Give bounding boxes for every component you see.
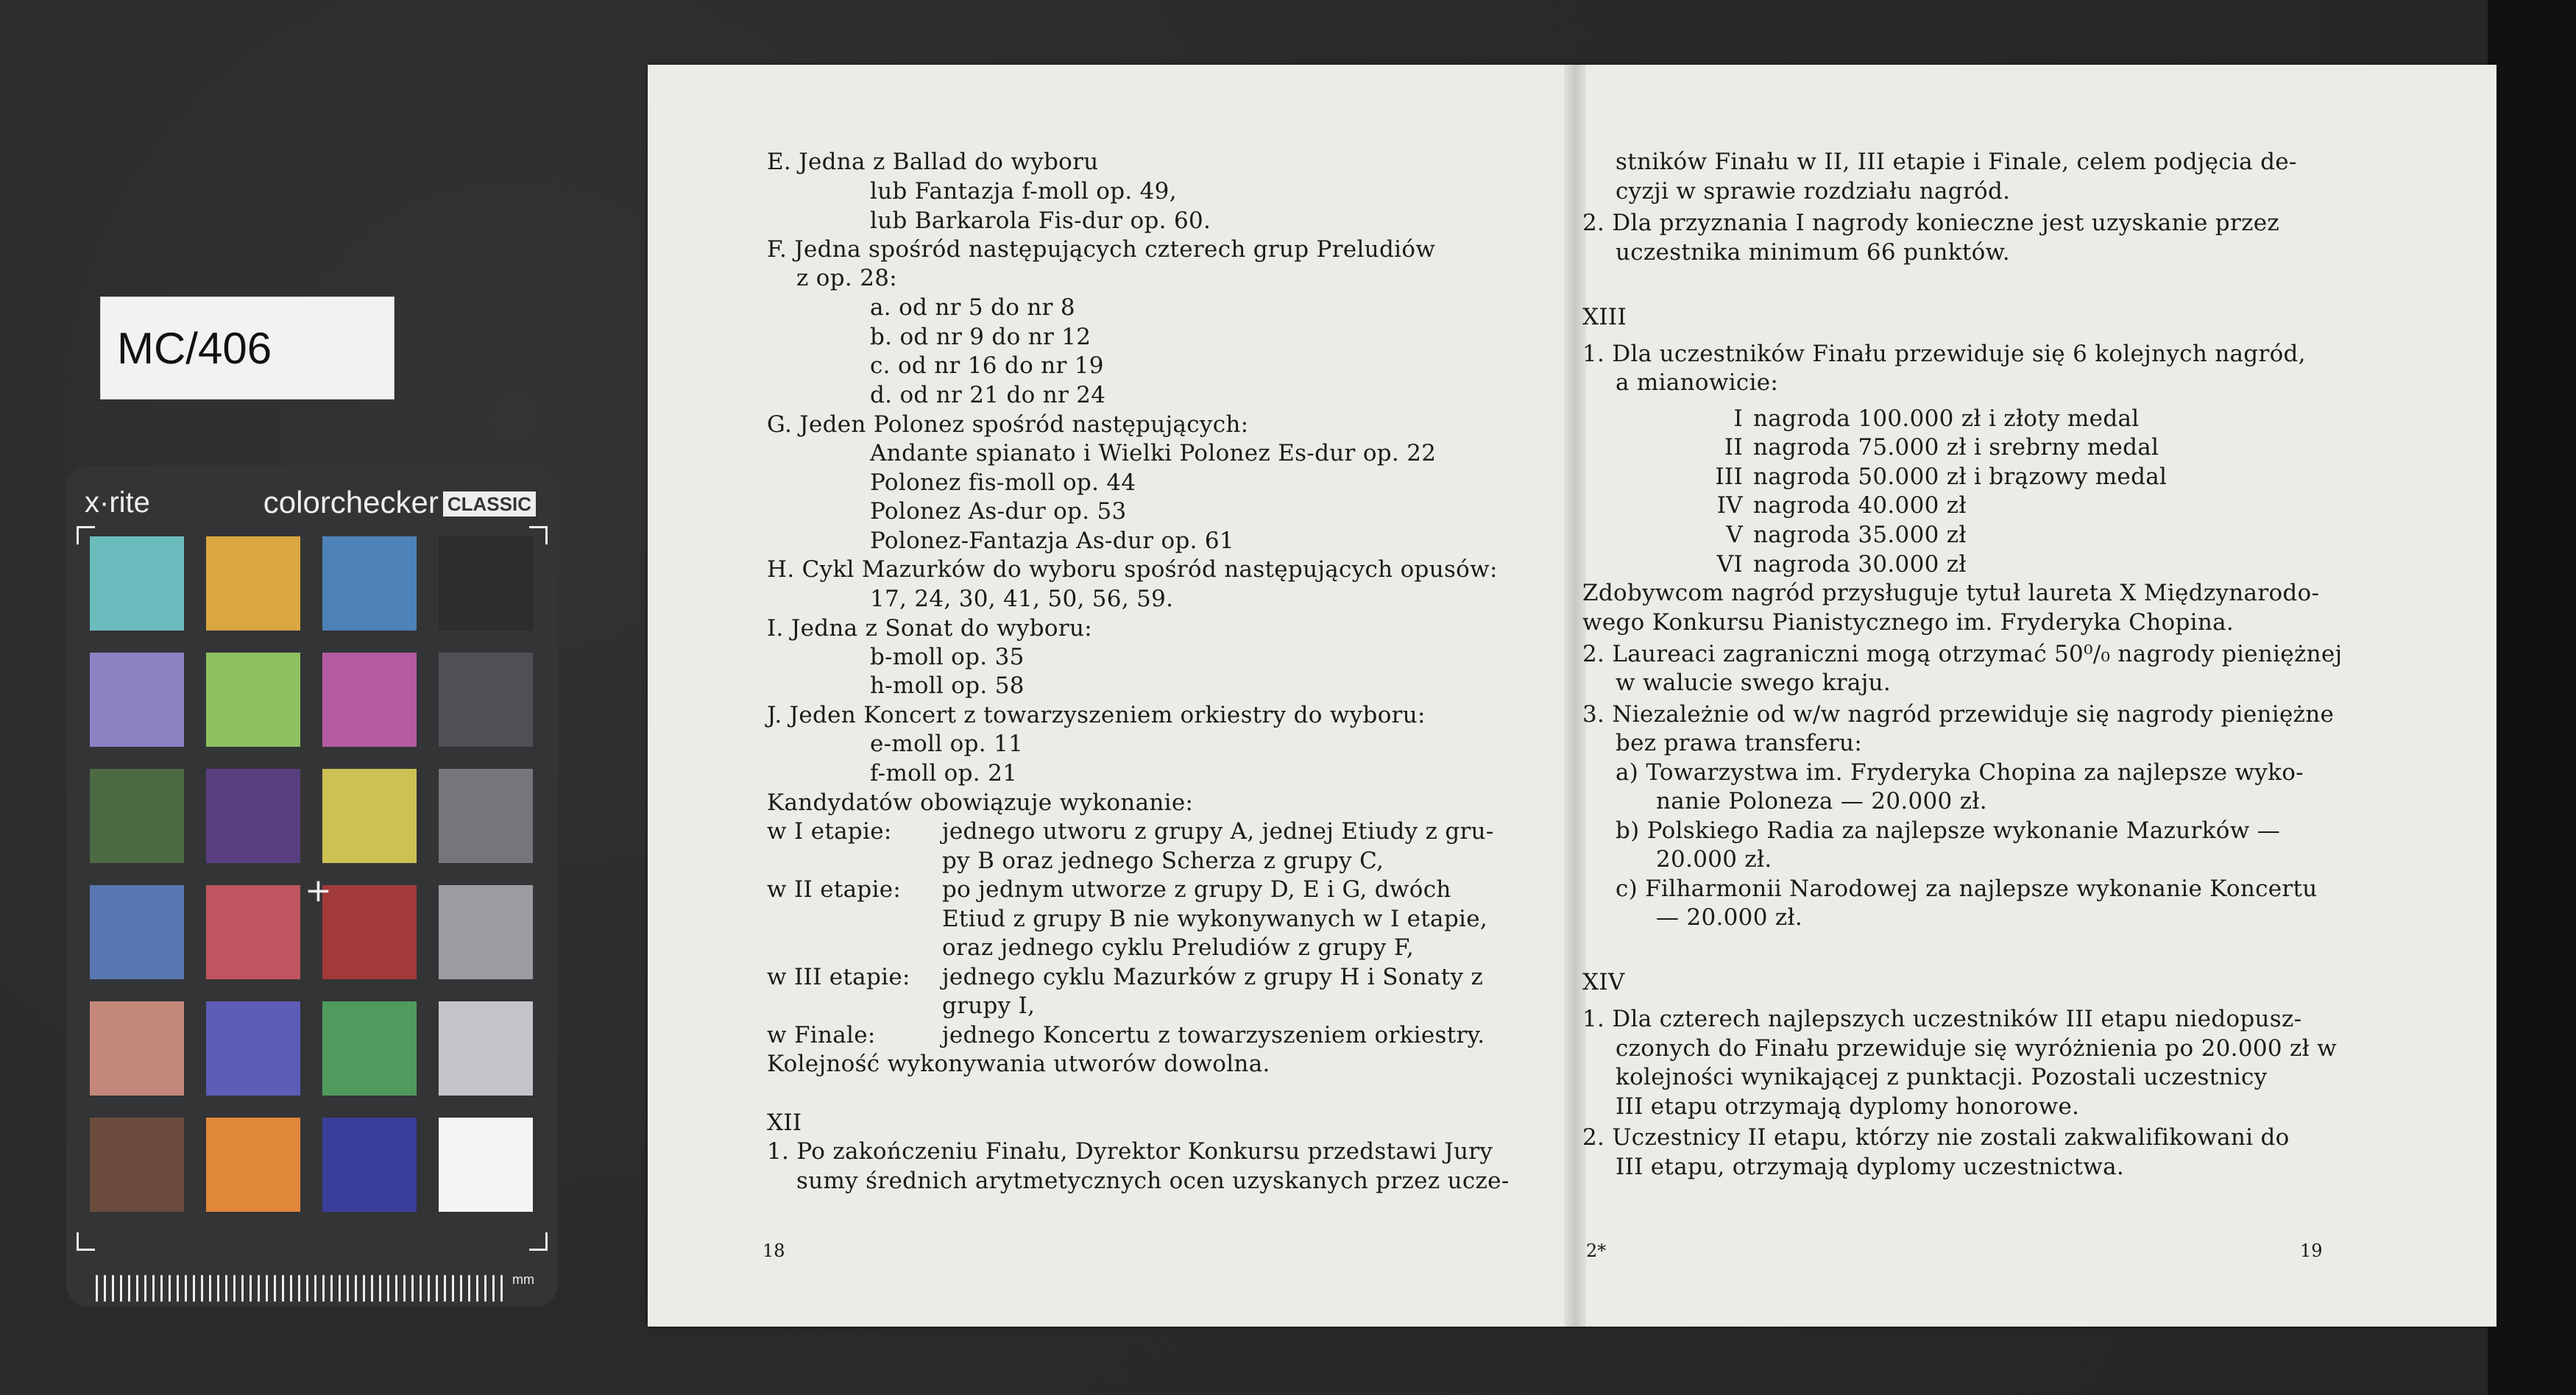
text-line: Kandydatów obowiązuje wykonanie: xyxy=(767,789,1194,816)
color-swatch xyxy=(206,885,300,979)
text-line: jednego Koncertu z towarzyszeniem orkiestry. xyxy=(942,1022,1485,1048)
color-swatch xyxy=(90,1001,184,1096)
section-heading: XII xyxy=(767,1110,802,1136)
text-line: lub Barkarola Fis-dur op. 60. xyxy=(870,207,1211,234)
text-line: III etapu otrzymają dyplomy honorowe. xyxy=(1616,1093,2080,1120)
text-line: Polonez-Fantazja As-dur op. 61 xyxy=(870,528,1234,554)
color-swatch xyxy=(206,1118,300,1212)
text-line: Polonez As-dur op. 53 xyxy=(870,498,1127,525)
colorchecker-logo xyxy=(263,485,536,520)
text-line: 20.000 zł. xyxy=(1656,846,1772,873)
color-swatch xyxy=(439,1001,533,1096)
prize-rank: I xyxy=(1733,405,1743,432)
color-swatch xyxy=(206,536,300,631)
text-line: c) Filharmonii Narodowej za najlepsze wykonanie Koncertu xyxy=(1616,876,2318,902)
text-line: czonych do Finału przewiduje się wyróżnienia po 20.000 zł w xyxy=(1616,1035,2338,1062)
text-line: bez prawa transferu: xyxy=(1616,730,1863,756)
text-line: h-moll op. 58 xyxy=(870,672,1025,699)
text-line: III etapu, otrzymają dyplomy uczestnictwa. xyxy=(1616,1154,2125,1180)
text-line: jednego utworu z grupy A, jednej Etiudy z gru- xyxy=(942,818,1494,845)
text-line: Kolejność wykonywania utworów dowolna. xyxy=(767,1051,1270,1077)
color-swatch xyxy=(439,653,533,747)
color-swatch xyxy=(206,769,300,863)
text-line: — 20.000 zł. xyxy=(1656,904,1803,931)
color-checker-card xyxy=(66,466,558,1307)
prize-rank: VI xyxy=(1716,551,1743,578)
text-line: d. od nr 21 do nr 24 xyxy=(870,382,1106,408)
prize-text: nagroda 75.000 zł i srebrny medal xyxy=(1753,434,2159,461)
prize-rank: III xyxy=(1715,464,1743,490)
text-line: 3. Niezależnie od w/w nagród przewiduje się nagrody pieniężne xyxy=(1582,701,2335,728)
colorchecker-product: colorchecker xyxy=(263,485,439,519)
text-line: Etiud z grupy B nie wykonywanych w I etapie, xyxy=(942,906,1487,932)
text-line: 2. Laureaci zagraniczni mogą otrzymać 50⁰/₀ nagrody pieniężnej xyxy=(1582,641,2343,667)
text-line: w III etapie: xyxy=(767,964,910,990)
corner-mark xyxy=(529,1232,548,1251)
prize-text: nagroda 30.000 zł xyxy=(1753,551,1967,578)
open-booklet xyxy=(648,65,2497,1327)
text-line: Polonez fis-moll op. 44 xyxy=(870,469,1136,496)
text-line: grupy I, xyxy=(942,993,1036,1019)
color-swatch xyxy=(322,653,417,747)
color-swatch xyxy=(322,885,417,979)
text-line: sumy średnich arytmetycznych ocen uzyskanych przez ucze- xyxy=(796,1168,1510,1194)
text-line: c. od nr 16 do nr 19 xyxy=(870,352,1104,379)
prize-text: nagroda 100.000 zł i złoty medal xyxy=(1753,405,2140,432)
text-line: Andante spianato i Wielki Polonez Es-dur op. 22 xyxy=(870,440,1437,466)
section-heading: XIV xyxy=(1582,969,1625,995)
text-line: a mianowicie: xyxy=(1616,369,1779,396)
colorchecker-edition: CLASSIC xyxy=(443,491,536,517)
text-line: z op. 28: xyxy=(796,265,897,291)
color-swatch xyxy=(439,769,533,863)
color-swatch xyxy=(439,1118,533,1212)
text-line: po jednym utworze z grupy D, E i G, dwóch xyxy=(942,876,1451,903)
text-line: w II etapie: xyxy=(767,876,902,903)
color-swatch xyxy=(322,536,417,631)
section-heading: XIII xyxy=(1582,304,1627,330)
color-swatch xyxy=(90,769,184,863)
prize-text: nagroda 35.000 zł xyxy=(1753,522,1967,548)
text-line: 17, 24, 30, 41, 50, 56, 59. xyxy=(870,586,1174,612)
corner-mark xyxy=(77,1232,95,1251)
text-line: I. Jedna z Sonat do wyboru: xyxy=(767,615,1092,642)
crosshair-icon: + xyxy=(305,872,332,909)
text-line: 1. Po zakończeniu Finału, Dyrektor Konkursu przedstawi Jury xyxy=(767,1138,1493,1165)
color-swatch xyxy=(322,1118,417,1212)
background-edge xyxy=(2488,0,2576,1395)
text-line: jednego cyklu Mazurków z grupy H i Sonaty z xyxy=(942,964,1484,990)
text-line: py B oraz jednego Scherza z grupy C, xyxy=(942,848,1384,874)
archive-label: MC/406 xyxy=(100,297,394,400)
text-line: cyzji w sprawie rozdziału nagród. xyxy=(1616,178,2011,205)
signature-mark: 2* xyxy=(1586,1240,1607,1261)
text-line: H. Cykl Mazurków do wyboru spośród następujących opusów: xyxy=(767,556,1498,583)
color-swatch xyxy=(206,1001,300,1096)
page-number: 19 xyxy=(2300,1240,2323,1261)
text-line: b) Polskiego Radia za najlepsze wykonanie Mazurków — xyxy=(1616,817,2280,844)
color-swatch xyxy=(322,769,417,863)
text-line: 2. Uczestnicy II etapu, którzy nie zostali zakwalifikowani do xyxy=(1582,1124,2290,1151)
color-swatch xyxy=(439,536,533,631)
text-line: e-moll op. 11 xyxy=(870,731,1024,757)
text-line: 2. Dla przyznania I nagrody konieczne jest uzyskanie przez xyxy=(1582,210,2279,236)
prize-rank: IV xyxy=(1716,492,1743,519)
text-line: a) Towarzystwa im. Fryderyka Chopina za najlepsze wyko- xyxy=(1616,759,2304,786)
prize-text: nagroda 40.000 zł xyxy=(1753,492,1967,519)
text-line: F. Jedna spośród następujących czterech grup Preludiów xyxy=(767,236,1436,263)
page-left xyxy=(648,65,1568,1327)
xrite-logo: x·rite xyxy=(85,486,150,519)
text-line: w I etapie: xyxy=(767,818,892,845)
color-swatch xyxy=(90,1118,184,1212)
text-line: a. od nr 5 do nr 8 xyxy=(870,294,1075,321)
text-line: b. od nr 9 do nr 12 xyxy=(870,324,1091,350)
text-line: Zdobywcom nagród przysługuje tytuł laureta X Międzynarodo- xyxy=(1582,580,2320,606)
text-line: w Finale: xyxy=(767,1022,876,1048)
text-line: E. Jedna z Ballad do wyboru xyxy=(767,149,1099,175)
text-line: lub Fantazja f-moll op. 49, xyxy=(870,178,1177,205)
color-swatch xyxy=(439,885,533,979)
ruler-unit: mm xyxy=(512,1272,534,1287)
color-swatch xyxy=(322,1001,417,1096)
text-line: J. Jeden Koncert z towarzyszeniem orkiestry do wyboru: xyxy=(767,702,1426,728)
text-line: 1. Dla uczestników Finału przewiduje się 6 kolejnych nagród, xyxy=(1582,341,2306,367)
text-line: wego Konkursu Pianistycznego im. Fryderyka Chopina. xyxy=(1582,609,2234,636)
text-line: b-moll op. 35 xyxy=(870,644,1025,670)
text-line: f-moll op. 21 xyxy=(870,760,1018,787)
text-line: nanie Poloneza — 20.000 zł. xyxy=(1656,788,1987,814)
text-line: w walucie swego kraju. xyxy=(1616,670,1892,696)
color-swatch xyxy=(90,885,184,979)
prize-rank: V xyxy=(1726,522,1743,548)
text-line: uczestnika minimum 66 punktów. xyxy=(1616,239,2010,266)
page-right xyxy=(1582,65,2495,1327)
color-swatch xyxy=(90,653,184,747)
text-line: kolejności wynikającej z punktacji. Pozostali uczestnicy xyxy=(1616,1064,2268,1090)
prize-text: nagroda 50.000 zł i brązowy medal xyxy=(1753,464,2168,490)
page-number: 18 xyxy=(762,1240,785,1261)
prize-rank: II xyxy=(1724,434,1743,461)
mm-ruler xyxy=(96,1275,508,1302)
text-line: 1. Dla czterech najlepszych uczestników III etapu niedopusz- xyxy=(1582,1006,2302,1032)
text-line: stników Finału w II, III etapie i Finale, celem podjęcia de- xyxy=(1616,149,2297,175)
text-line: G. Jeden Polonez spośród następujących: xyxy=(767,411,1249,438)
color-swatch xyxy=(90,536,184,631)
text-line: oraz jednego cyklu Preludiów z grupy F, xyxy=(942,934,1414,961)
color-swatch xyxy=(206,653,300,747)
